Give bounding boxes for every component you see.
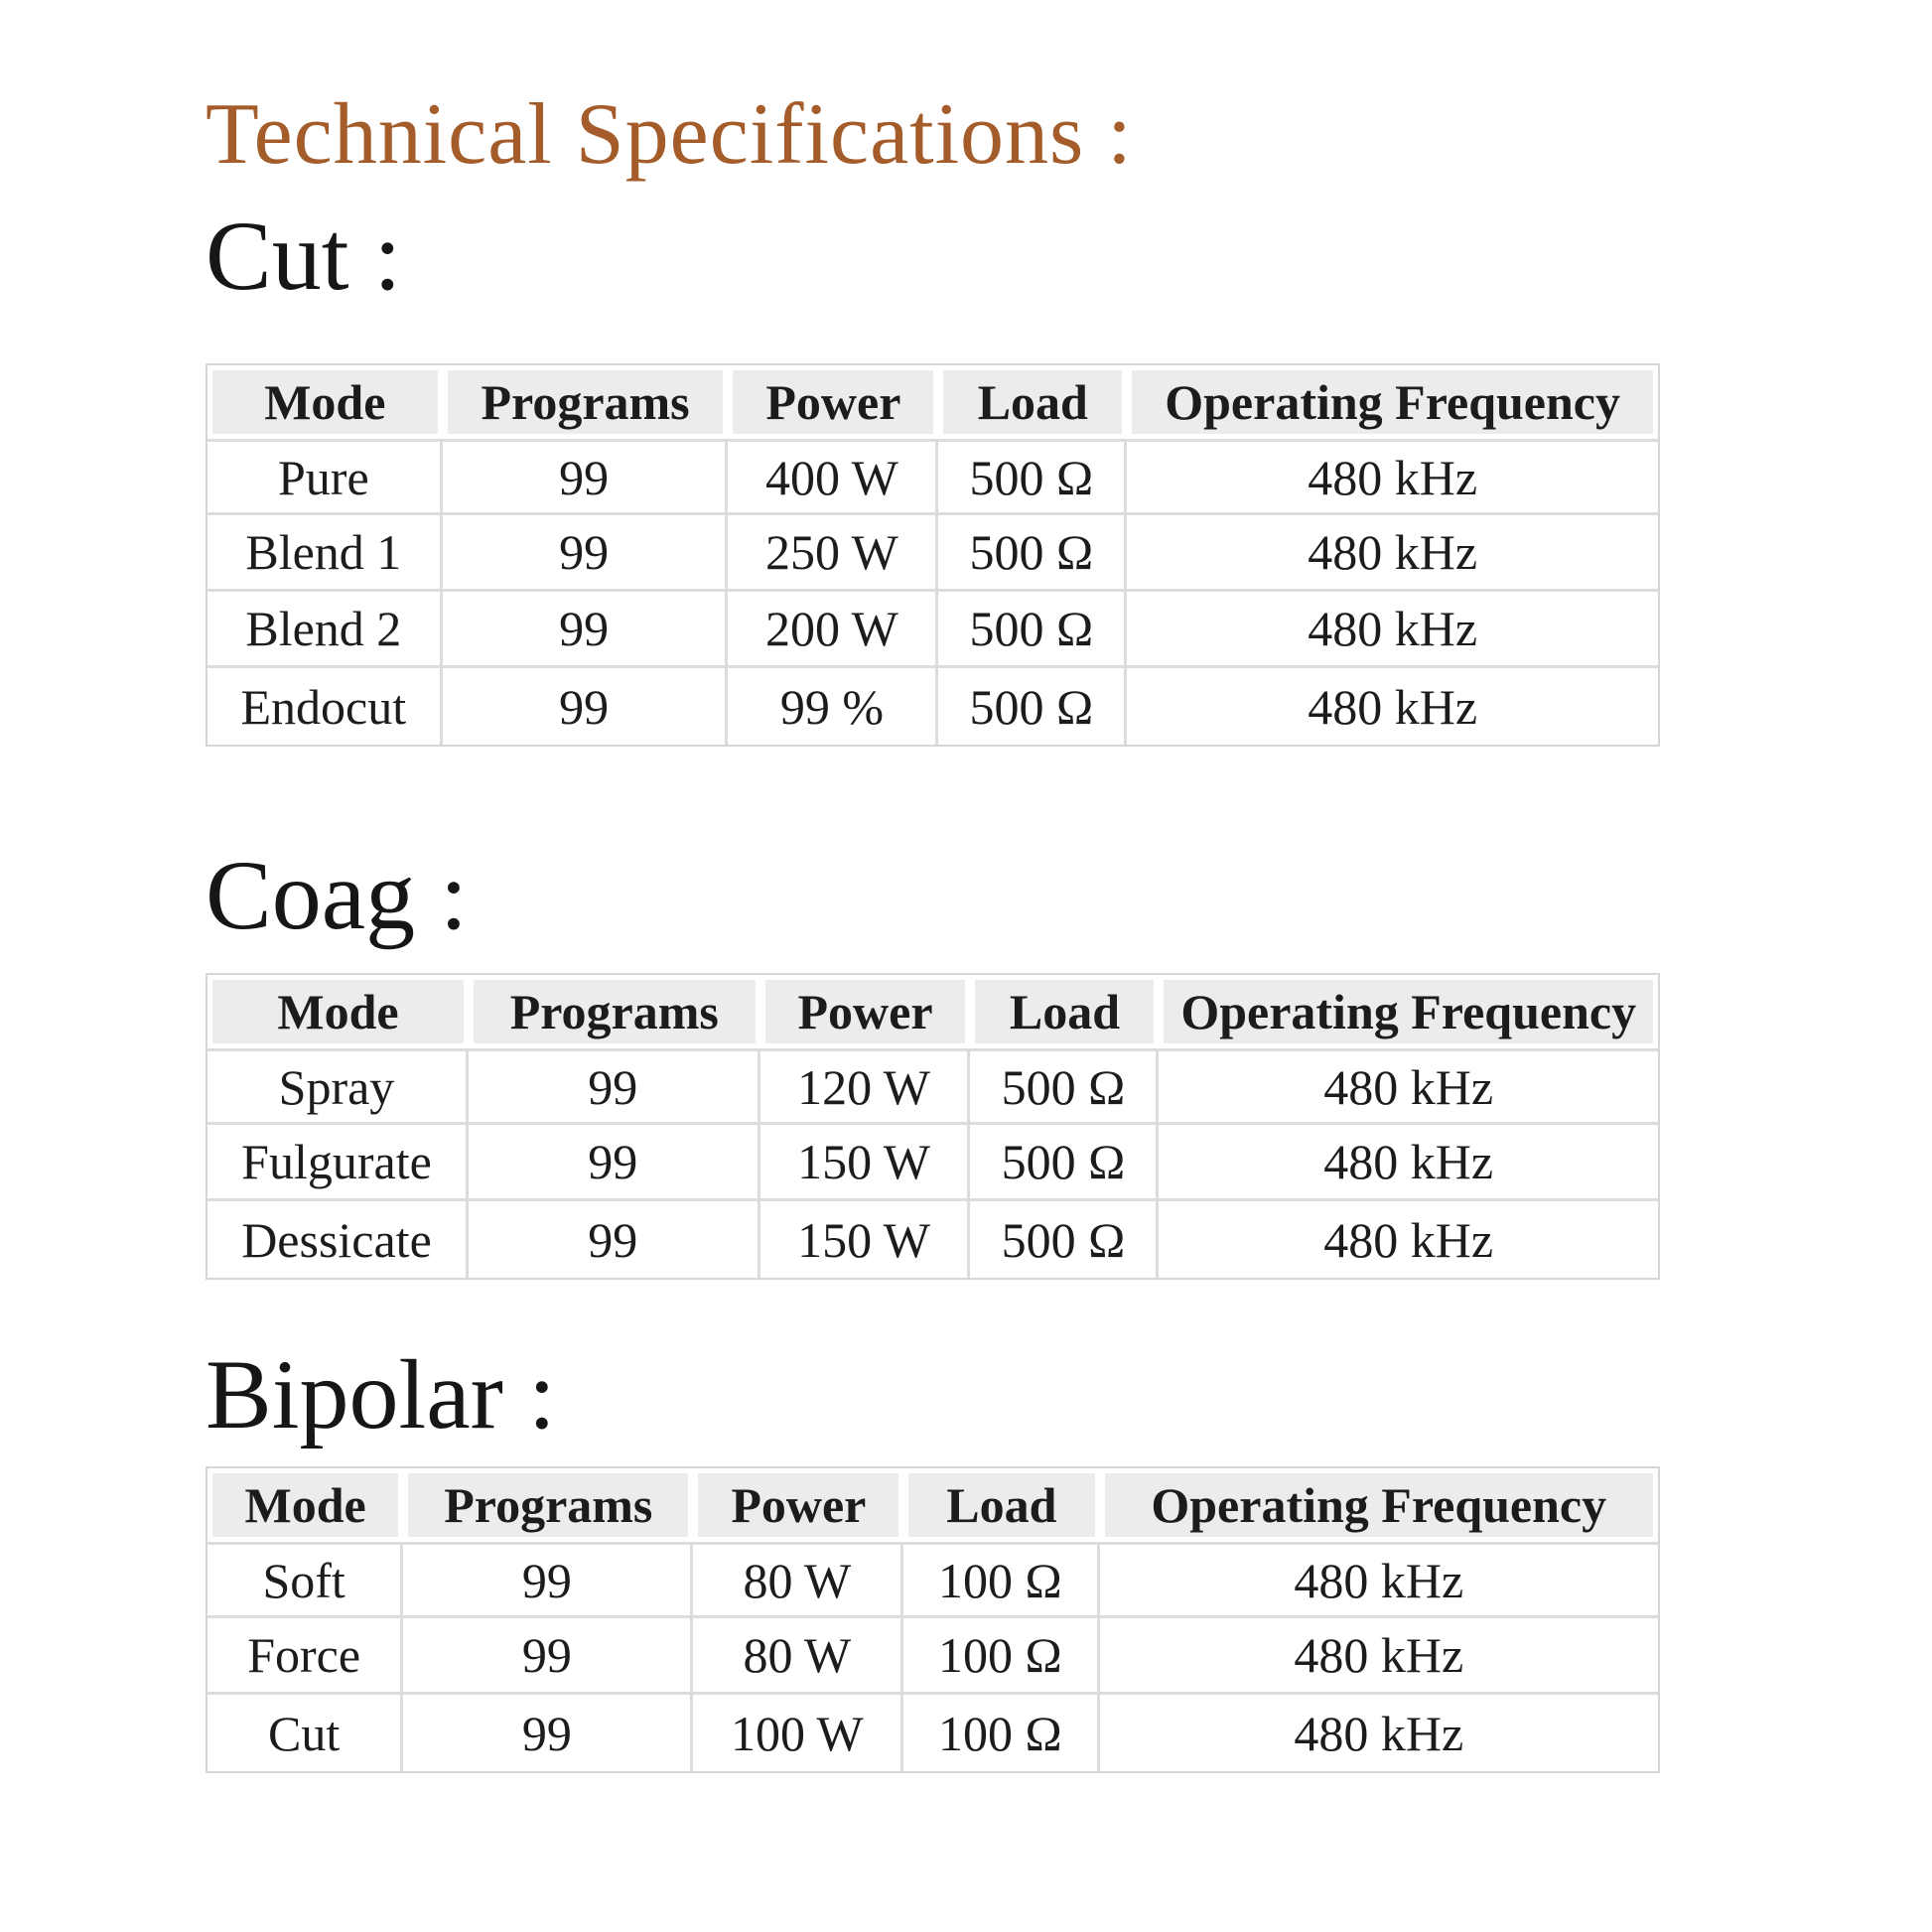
cell-programs: 99 <box>443 592 729 668</box>
column-header-power: Power <box>693 1468 903 1542</box>
table-row <box>207 1201 1658 1278</box>
column-header-operating-frequency: Operating Frequency <box>1100 1468 1659 1542</box>
column-header-load: Load <box>938 365 1127 439</box>
cell-power: 150 W <box>760 1125 971 1201</box>
section-heading-cut: Cut : <box>206 201 402 311</box>
header-row <box>207 365 1658 439</box>
cell-programs: 99 <box>469 1201 760 1278</box>
cell-programs: 99 <box>443 439 729 515</box>
cell-operating-frequency: 480 kHz <box>1127 439 1658 515</box>
spec-table-cut <box>206 363 1660 747</box>
column-header-power: Power <box>760 975 971 1048</box>
header-row <box>207 1468 1658 1542</box>
header-row <box>207 975 1658 1048</box>
page-title: Technical Specifications : <box>206 86 1133 183</box>
cell-power: 80 W <box>693 1542 903 1618</box>
column-header-operating-frequency: Operating Frequency <box>1127 365 1658 439</box>
cell-load: 500 Ω <box>938 515 1127 592</box>
cell-load: 500 Ω <box>938 668 1127 745</box>
cell-mode: Dessicate <box>207 1201 469 1278</box>
cell-operating-frequency: 480 kHz <box>1127 668 1658 745</box>
cell-operating-frequency: 480 kHz <box>1127 515 1658 592</box>
cell-load: 100 Ω <box>903 1695 1099 1771</box>
column-header-mode: Mode <box>207 1468 403 1542</box>
cell-programs: 99 <box>469 1125 760 1201</box>
spec-table-coag <box>206 973 1660 1280</box>
cell-load: 500 Ω <box>970 1201 1159 1278</box>
table-row <box>207 439 1658 515</box>
cell-programs: 99 <box>469 1048 760 1125</box>
column-header-load: Load <box>903 1468 1099 1542</box>
cell-mode: Blend 1 <box>207 515 443 592</box>
column-header-power: Power <box>728 365 938 439</box>
cell-mode: Spray <box>207 1048 469 1125</box>
table-row <box>207 1542 1658 1618</box>
cell-mode: Cut <box>207 1695 403 1771</box>
column-header-operating-frequency: Operating Frequency <box>1159 975 1658 1048</box>
cell-programs: 99 <box>403 1695 693 1771</box>
cell-programs: 99 <box>443 668 729 745</box>
section-heading-coag: Coag : <box>206 840 468 950</box>
cell-programs: 99 <box>403 1618 693 1695</box>
cell-programs: 99 <box>403 1542 693 1618</box>
spec-table-bipolar <box>206 1466 1660 1773</box>
column-header-programs: Programs <box>469 975 760 1048</box>
cell-power: 120 W <box>760 1048 971 1125</box>
cell-mode: Endocut <box>207 668 443 745</box>
cell-operating-frequency: 480 kHz <box>1159 1048 1658 1125</box>
table-row <box>207 1048 1658 1125</box>
cell-power: 150 W <box>760 1201 971 1278</box>
cell-load: 500 Ω <box>938 592 1127 668</box>
cell-programs: 99 <box>443 515 729 592</box>
table-row <box>207 592 1658 668</box>
cell-power: 250 W <box>728 515 938 592</box>
cell-power: 99 % <box>728 668 938 745</box>
table-row <box>207 1125 1658 1201</box>
section-heading-bipolar: Bipolar : <box>206 1339 556 1449</box>
cell-power: 80 W <box>693 1618 903 1695</box>
cell-power: 400 W <box>728 439 938 515</box>
cell-operating-frequency: 480 kHz <box>1159 1201 1658 1278</box>
cell-operating-frequency: 480 kHz <box>1127 592 1658 668</box>
cell-mode: Blend 2 <box>207 592 443 668</box>
column-header-programs: Programs <box>443 365 729 439</box>
cell-operating-frequency: 480 kHz <box>1159 1125 1658 1201</box>
cell-load: 100 Ω <box>903 1618 1099 1695</box>
cell-mode: Force <box>207 1618 403 1695</box>
cell-mode: Soft <box>207 1542 403 1618</box>
table-row <box>207 1618 1658 1695</box>
column-header-programs: Programs <box>403 1468 693 1542</box>
cell-load: 500 Ω <box>970 1048 1159 1125</box>
table-row <box>207 515 1658 592</box>
table-row <box>207 1695 1658 1771</box>
cell-mode: Pure <box>207 439 443 515</box>
cell-load: 500 Ω <box>938 439 1127 515</box>
column-header-mode: Mode <box>207 365 443 439</box>
column-header-load: Load <box>970 975 1159 1048</box>
column-header-mode: Mode <box>207 975 469 1048</box>
cell-power: 200 W <box>728 592 938 668</box>
cell-operating-frequency: 480 kHz <box>1100 1618 1659 1695</box>
cell-operating-frequency: 480 kHz <box>1100 1695 1659 1771</box>
cell-load: 100 Ω <box>903 1542 1099 1618</box>
cell-mode: Fulgurate <box>207 1125 469 1201</box>
cell-operating-frequency: 480 kHz <box>1100 1542 1659 1618</box>
cell-power: 100 W <box>693 1695 903 1771</box>
cell-load: 500 Ω <box>970 1125 1159 1201</box>
table-row <box>207 668 1658 745</box>
